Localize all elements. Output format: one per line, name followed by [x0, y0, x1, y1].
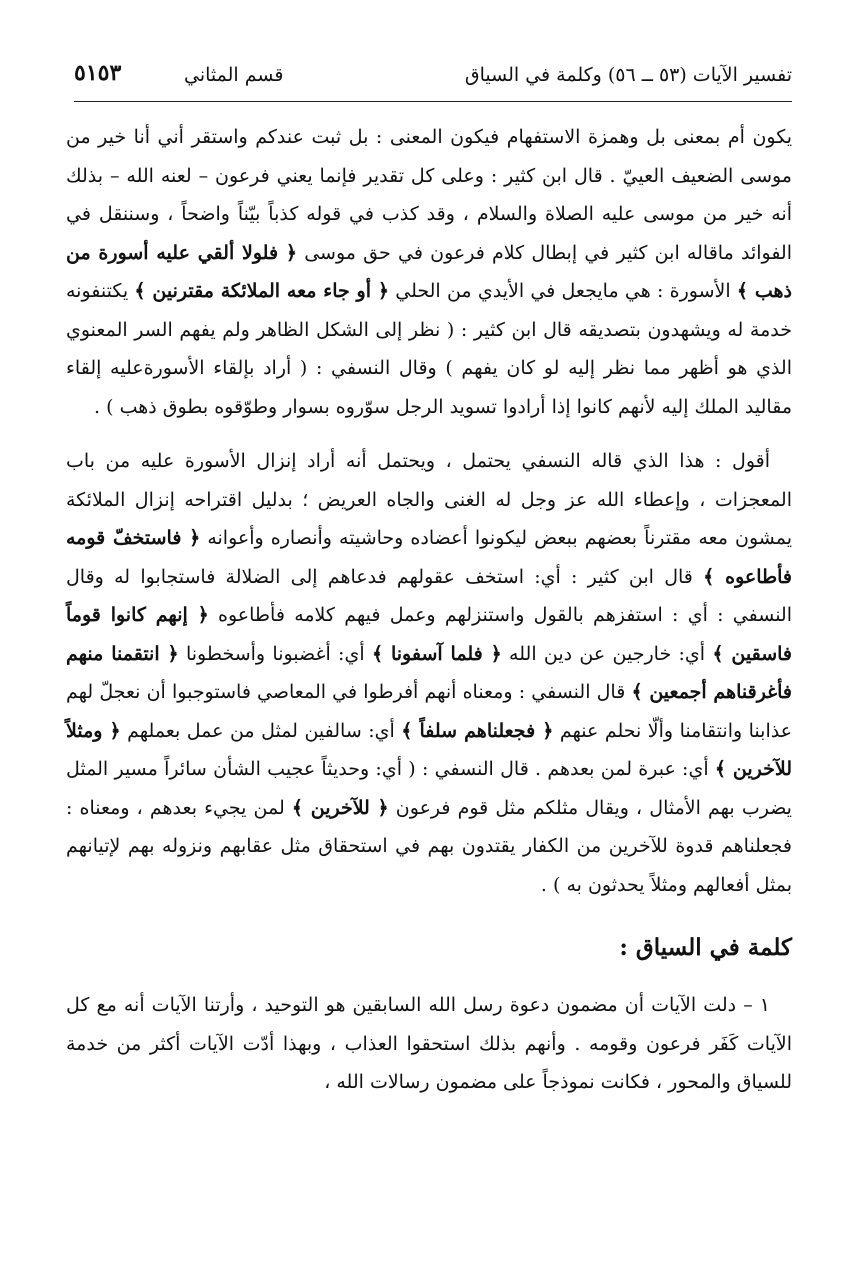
paragraph-2	[66, 442, 792, 904]
quran-quote: ﴿ انتقمنا منهم فأغرقناهم أجمعين ﴾	[66, 642, 792, 703]
header-rule	[74, 101, 792, 102]
page-header	[74, 60, 792, 94]
quran-quote: ﴿ فجعلناهم سلفاً ﴾	[401, 719, 554, 742]
text-run: لمن يجيء بعدهم ، ومعناه : فجعلناهم قدوة للآخرين من الكفار يقتدون بهم في استحقاق مثل عقابهم ونزوله بهم لإتيانهم بمثل أفعالهم ومثلاً يحدثون به ) .	[66, 796, 792, 896]
running-title: تفسير الآيات (٥٣ ــ ٥٦) وكلمة في السياق	[464, 64, 792, 86]
quran-quote: ﴿ إنهم كانوا قوماً فاسقين ﴾	[66, 604, 793, 665]
page-body	[66, 118, 792, 1118]
page-number: ٥١٥٣	[74, 60, 122, 86]
text-run: ١ – دلت الآيات أن مضمون دعوة رسل الله السابقين هو التوحيد ، وأرتنا الآيات أنه مع كل الآيات كَفَر فرعون وقومه . وأنهم بذلك استحقوا العذاب ، وبهذا أدّت الآيات أكثر من خدمة للسياق والمحور ، فكانت نموذجاً على مضمون رسالات الله ،	[66, 994, 792, 1093]
text-run: قال ابن كثير : أي: استخف عقولهم فدعاهم إلى الضلالة فاستجابوا له وقال النسفي : أي : استفزهم بالقول واستنزلهم وعمل فيهم كلامه فأطاعوه	[66, 565, 793, 626]
text-run: يكتنفونه خدمة له ويشهدون بتصديقه قال ابن كثير : ( نظر إلى الشكل الظاهر ولم يفهم السر المعنوي الذي هو أظهر مما نظر إليه لو كان يفهم ) وقال النسفي : ( أراد بإلقاء الأسورةعليه إلقاء مقاليد الملك إليه لأنهم كانوا إذا أرادوا تسويد الرجل سوّروه بسوار وطوّقوه بطوق ذهب ) .	[66, 280, 792, 418]
quran-quote: ﴿ فاستخفّ قومه فأطاعوه ﴾	[66, 527, 793, 588]
section-name: قسم المثاني	[184, 64, 284, 86]
text-run: أي: عبرة لمن بعدهم . قال النسفي : ( أي: وحديثاً عجيب الشأن سائراً مسير المثل يضرب بهم الأمثال ، ويقال مثلكم مثل قوم فرعون	[66, 758, 792, 819]
quran-quote: ﴿ ومثلاً للآخرين ﴾	[66, 719, 792, 780]
text-run: أي: سالفين لمثل من عمل بعملهم	[127, 719, 395, 742]
quran-quote: ﴿ للآخرين ﴾	[291, 796, 389, 819]
text-run: أي: أغضبونا وأسخطونا	[185, 642, 365, 665]
text-run: يكون أم بمعنى بل وهمزة الاستفهام فيكون المعنى : بل ثبت عندكم واستقر أني أنا خير من موسى الضعيف العييّ . قال ابن كثير : وعلى كل تقدير فإنما يعني فرعون – لعنه الله – بذلك أنه خير من موسى عليه الصلاة والسلام ، وقد كذب في قوله كذباً بيّناً واضحاً ، وسننقل في الفوائد ماقاله ابن كثير في إبطال كلام فرعون في حق موسى	[66, 126, 793, 264]
quran-quote: ﴿ فلما آسفونا ﴾	[371, 642, 502, 665]
text-run: أقول : هذا الذي قاله النسفي يحتمل ، ويحتمل أنه أراد إنزال الأسورة عليه من باب المعجزات ، وإعطاء الله عز وجل له الغنى والجاه العريض ؛ بدليل اقتراحه إنزال الملائكة يمشون معه مقترناً بعضهم ببعض ليكونوا أعضاده وحاشيته وأنصاره وأعوانه	[66, 450, 792, 549]
paragraph-1	[66, 118, 792, 426]
text-run: قال النسفي : ومعناه أنهم أفرطوا في المعاصي فاستوجبوا أن نعجلّ لهم عذابنا وانتقامنا وألّا نحلم عنهم	[66, 681, 793, 742]
quran-quote: ﴿ فلولا ألقي عليه أسورة من ذهب ﴾	[66, 241, 792, 302]
section-heading: كلمة في السياق :	[619, 934, 792, 961]
text-run: أي: خارجين عن دين الله	[509, 642, 706, 665]
text-run: الأسورة : هي مايجعل في الأيدي من الحلي	[395, 280, 731, 302]
quran-quote: ﴿ أو جاء معه الملائكة مقترنين ﴾	[134, 280, 389, 302]
paragraph-3	[66, 986, 792, 1102]
